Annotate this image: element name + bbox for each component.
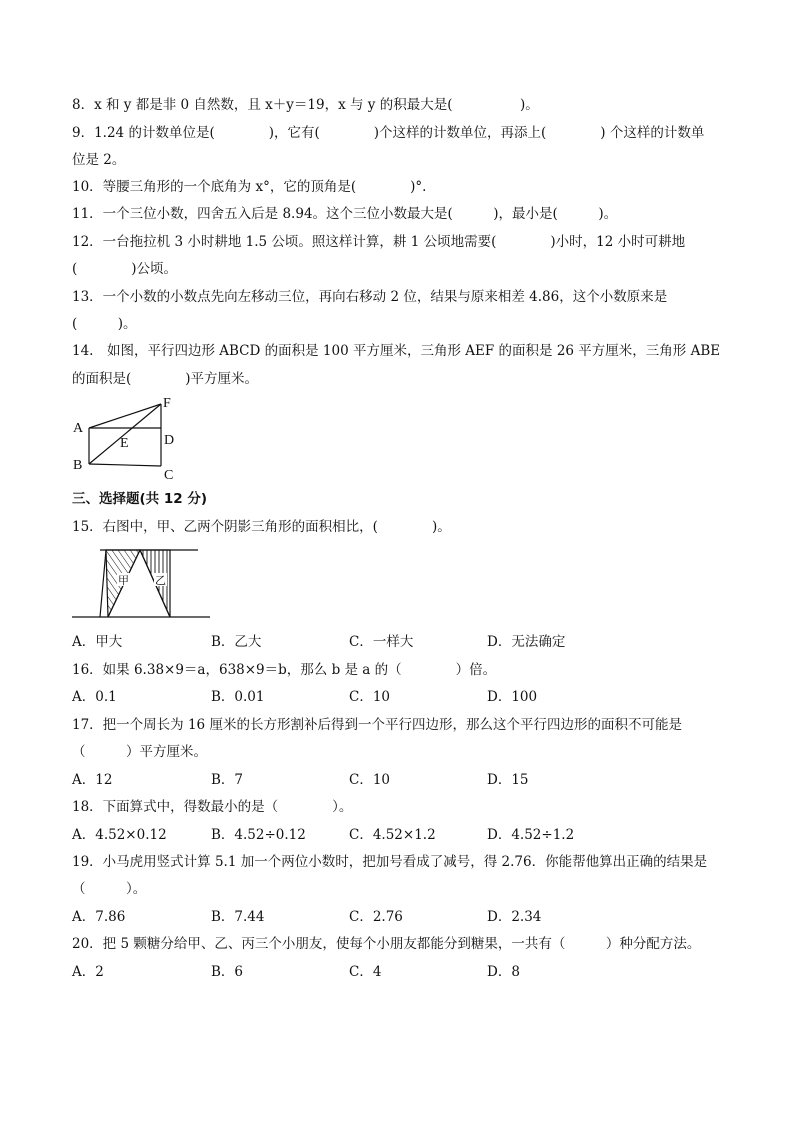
label-jia: 甲 (118, 574, 129, 587)
q19-text-line2: （ ）。 (72, 881, 147, 897)
label-D: D (164, 433, 175, 448)
q19-option-b[interactable]: B．7.44 (211, 909, 265, 925)
q14-text-line1: 14. 如图，平行四边形 ABCD 的面积是 100 平方厘米，三角形 AEF 的面积是 26 平方厘米，三角形 ABE (72, 343, 721, 359)
label-A: A (73, 421, 84, 436)
q15-option-c[interactable]: C．一样大 (349, 634, 414, 650)
q17-option-c[interactable]: C．10 (349, 772, 391, 788)
q19-option-a[interactable]: A．7.86 (72, 909, 126, 925)
q14-text-line2: 的面积是( )平方厘米。 (72, 371, 259, 387)
q20-option-b[interactable]: B．6 (211, 964, 244, 980)
label-yi: 乙 (155, 574, 166, 587)
label-C: C (164, 468, 174, 483)
q19-option-c[interactable]: C．2.76 (349, 909, 403, 925)
q9-text-line2: 位是 2。 (72, 152, 126, 168)
q13-text-line2: ( )。 (72, 316, 137, 332)
q10-text: 10．等腰三角形的一个底角为 x°，它的顶角是( )°. (72, 179, 427, 195)
q18-option-d[interactable]: D．4.52÷1.2 (487, 827, 575, 843)
section3-heading: 三、选择题(共 12 分) (72, 491, 208, 507)
edge-BF (89, 404, 161, 464)
q16-text: 16．如果 6.38×9＝a，638×9＝b，那么 b 是 a 的（ ）倍。 (72, 662, 497, 678)
q9-text-line1: 9．1.24 的计数单位是( )，它有( )个这样的计数单位，再添上( ) 个这样的计数单 (72, 125, 705, 141)
q20-text: 20．把 5 颗糖分给甲、乙、丙三个小朋友，使每个小朋友都能分到糖果，一共有（ ）种分配方法。 (72, 936, 701, 952)
q17-option-b[interactable]: B．7 (211, 772, 244, 788)
q16-option-a[interactable]: A．0.1 (72, 689, 117, 705)
edge-AF (89, 404, 161, 428)
q12-text-line2: ( )公顷。 (72, 261, 178, 277)
left-edge (100, 550, 106, 617)
q15-option-b[interactable]: B．乙大 (211, 634, 262, 650)
q11-text: 11．一个三位小数，四舍五入后是 8.94。这个三位小数最大是( )，最小是( )。 (72, 206, 618, 222)
label-E: E (120, 436, 129, 451)
q16-option-d[interactable]: D．100 (487, 689, 538, 705)
q17-option-a[interactable]: A．12 (72, 772, 113, 788)
q20-option-c[interactable]: C．4 (349, 964, 382, 980)
q18-option-c[interactable]: C．4.52×1.2 (349, 827, 436, 843)
edge-BC (89, 464, 161, 466)
q8-text: 8．x 和 y 都是非 0 自然数，且 x＋y＝19，x 与 y 的积最大是( )。 (72, 97, 539, 113)
label-B: B (73, 458, 83, 473)
q19-text-line1: 19．小马虎用竖式计算 5.1 加一个两位小数时，把加号看成了减号，得 2.76．你能帮他算出正确的结果是 (72, 854, 708, 870)
q13-text-line1: 13．一个小数的小数点先向左移动三位，再向右移动 2 位，结果与原来相差 4.86，这个小数原来是 (72, 289, 668, 305)
q18-text: 18．下面算式中，得数最小的是（ ）。 (72, 799, 353, 815)
q15-option-a[interactable]: A．甲大 (72, 634, 123, 650)
q19-option-d[interactable]: D．2.34 (487, 909, 542, 925)
label-F: F (163, 396, 171, 411)
q17-text-line2: （ ）平方厘米。 (72, 744, 207, 760)
shaded-triangles-figure (70, 543, 212, 623)
q18-option-a[interactable]: A．4.52×0.12 (72, 827, 167, 843)
q16-option-c[interactable]: C．10 (349, 689, 391, 705)
q12-text-line1: 12．一台拖拉机 3 小时耕地 1.5 公顷。照这样计算，耕 1 公顷地需要( )小时，12 小时可耕地 (72, 234, 686, 250)
q15-option-d[interactable]: D．无法确定 (487, 634, 566, 650)
q20-option-a[interactable]: A．2 (72, 964, 104, 980)
q17-option-d[interactable]: D．15 (487, 772, 529, 788)
q17-text-line1: 17．把一个周长为 16 厘米的长方形割补后得到一个平行四边形，那么这个平行四边形的面积不可能是 (72, 717, 682, 733)
parallelogram-figure (66, 392, 196, 484)
q16-option-b[interactable]: B．0.01 (211, 689, 265, 705)
q18-option-b[interactable]: B．4.52÷0.12 (211, 827, 306, 843)
q20-option-d[interactable]: D．8 (487, 964, 520, 980)
q15-text: 15．右图中，甲、乙两个阴影三角形的面积相比，( )。 (72, 519, 451, 535)
